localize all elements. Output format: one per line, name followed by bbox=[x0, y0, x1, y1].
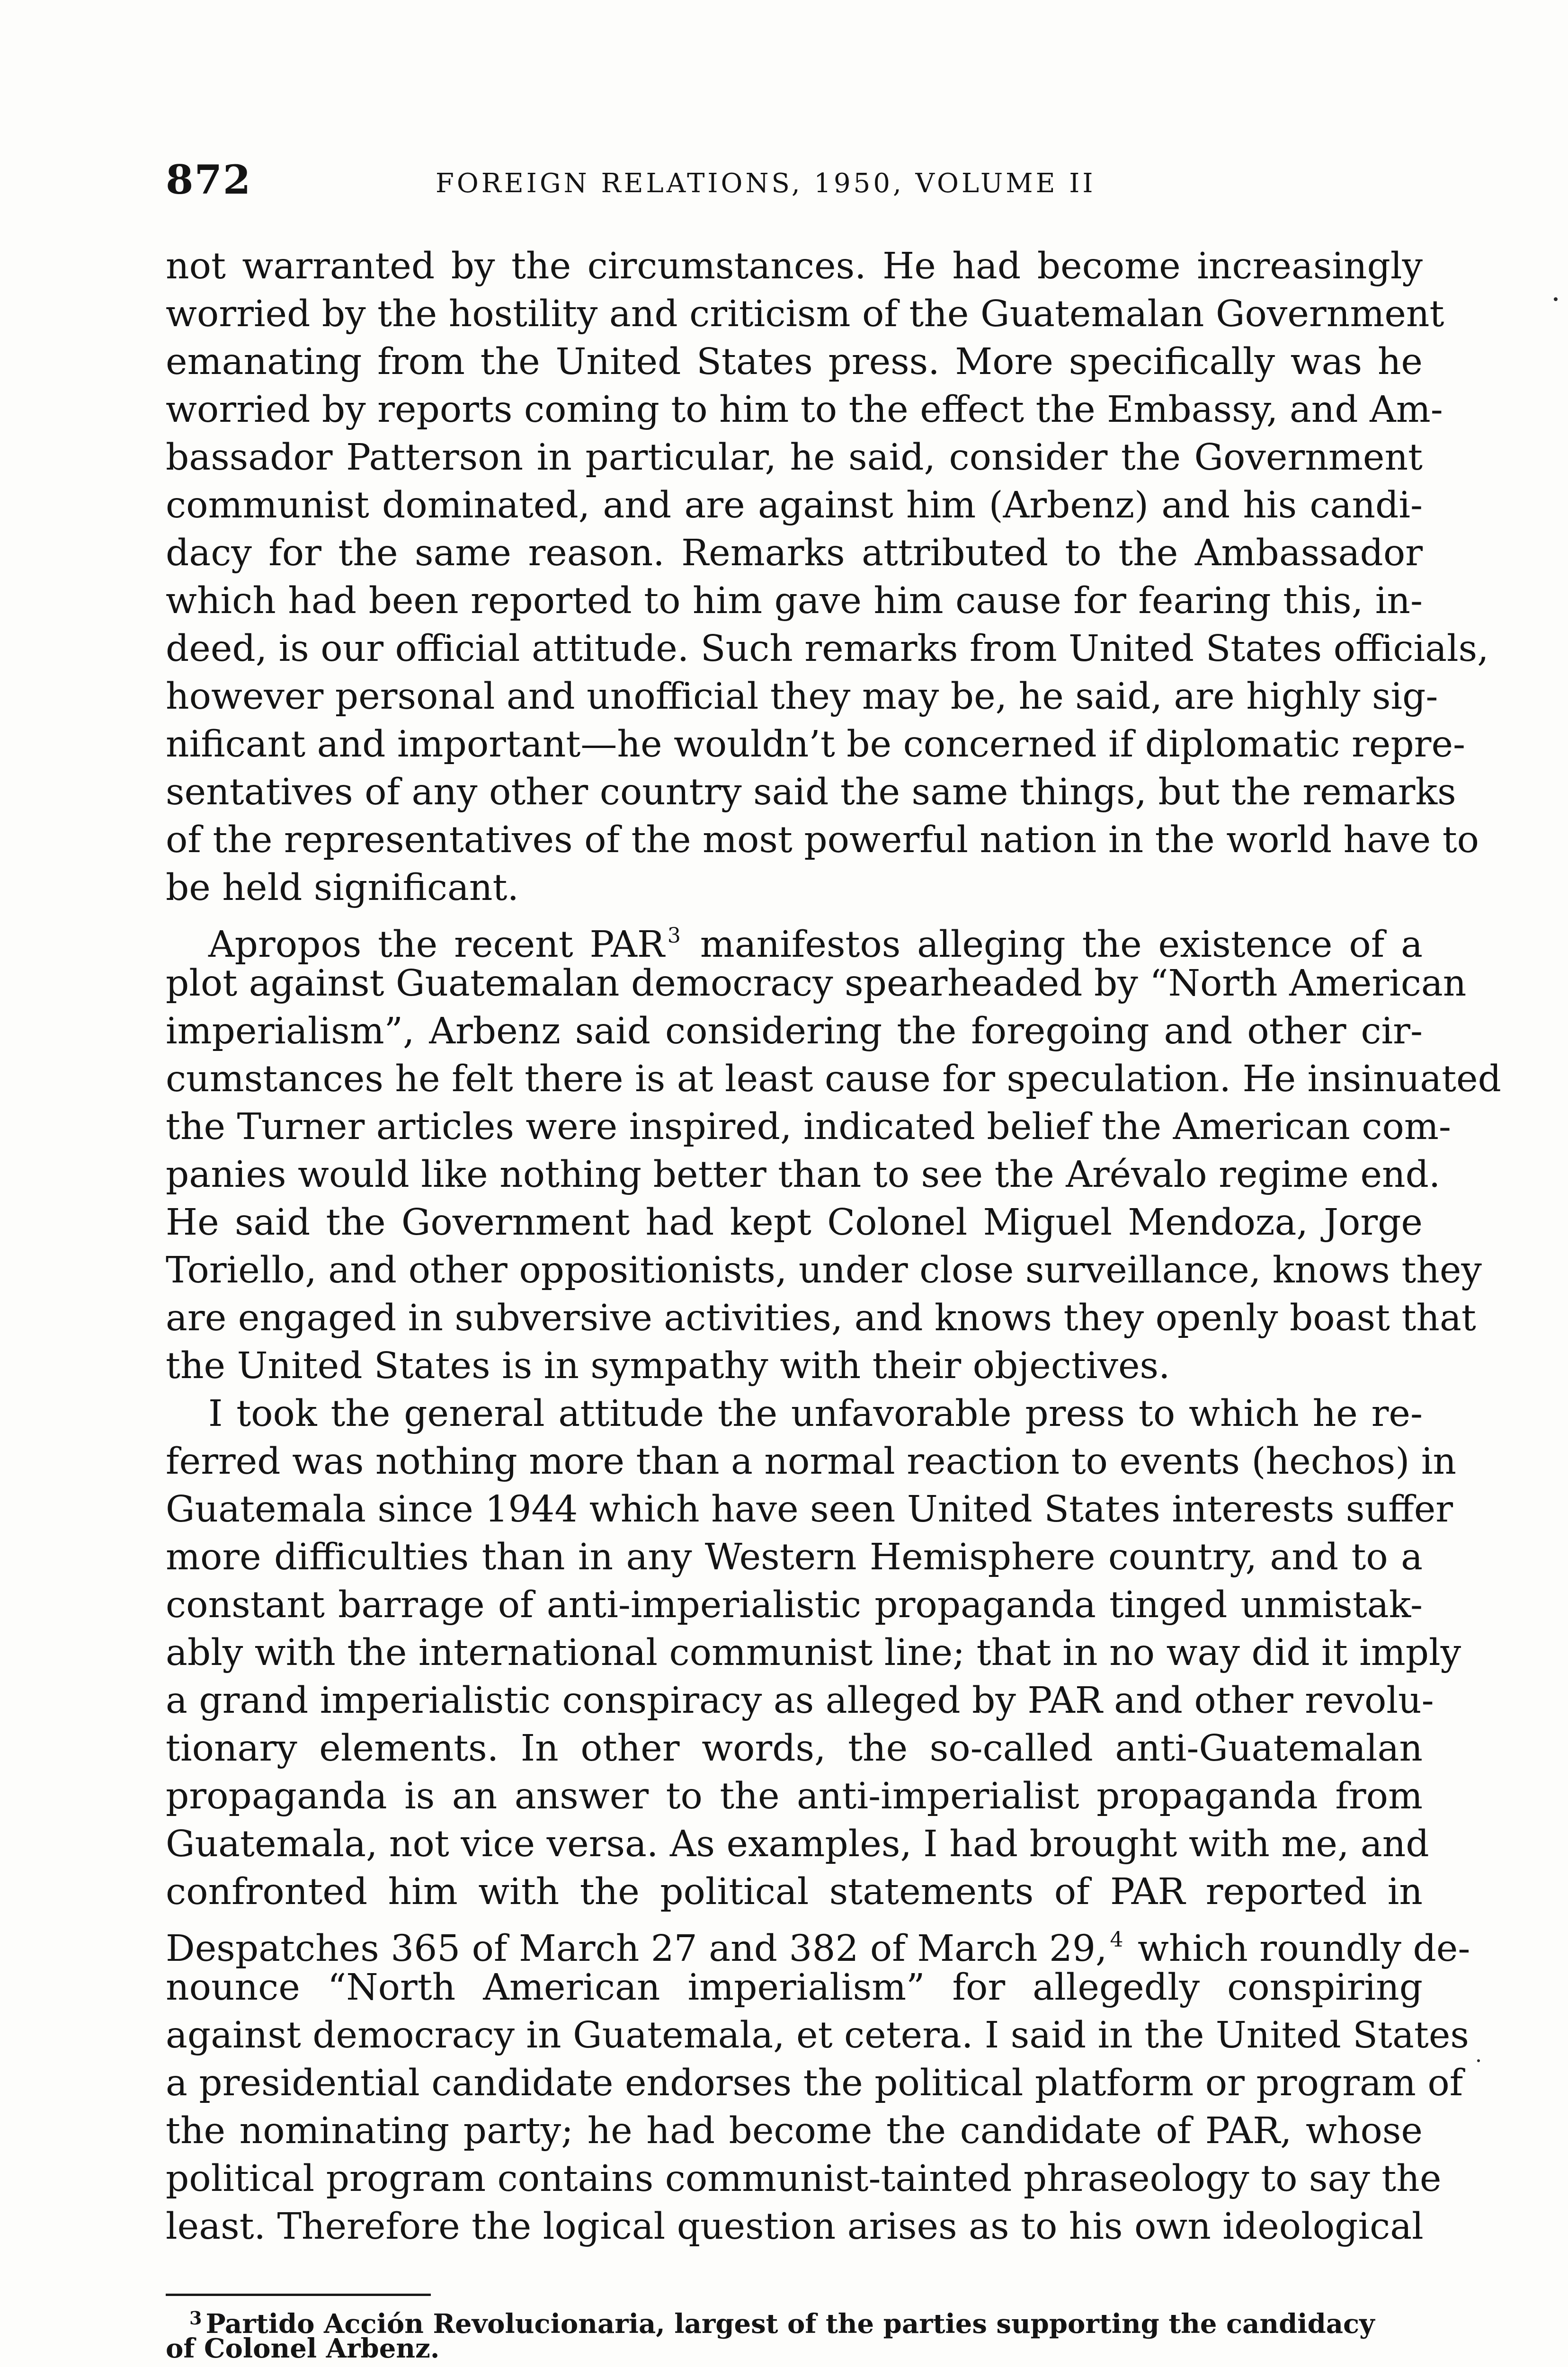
text-fragment: Apropos the recent PAR bbox=[208, 924, 665, 966]
text-line: political program contains communist-tainted phraseology to say the bbox=[166, 2158, 1442, 2200]
text-line: He said the Government had kept Colonel Miguel Mendoza, Jorge bbox=[166, 1201, 1423, 1244]
text-line: against democracy in Guatemala, et cetera. I said in the United States bbox=[166, 2014, 1469, 2056]
footnote-4 bbox=[166, 2364, 1416, 2367]
text-line: worried by reports coming to him to the effect the Embassy, and Am- bbox=[166, 389, 1443, 431]
text-line: nounce “North American imperialism” for allegedly conspiring bbox=[166, 1967, 1423, 2009]
text-line: panies would like nothing better than to see the Arévalo regime end. bbox=[166, 1154, 1441, 1196]
page-header bbox=[166, 156, 1420, 222]
text-line: ably with the international communist line; that in no way did it imply bbox=[166, 1632, 1461, 1674]
text-line: a presidential candidate endorses the political platform or program of bbox=[166, 2062, 1463, 2104]
text-line: imperialism”, Arbenz said considering the foregoing and other cir- bbox=[166, 1010, 1423, 1052]
text-fragment: manifestos alleging the existence of a bbox=[683, 924, 1423, 966]
footnote-marker: 3 bbox=[189, 2307, 202, 2329]
footnote-text: Partido Acción Revolucionaria, largest of the parties supporting the candidacy bbox=[205, 2308, 1375, 2340]
text-line: cumstances he felt there is at least cause for speculation. He insinuated bbox=[166, 1058, 1501, 1100]
text-line: constant barrage of anti-imperialistic propaganda tinged unmistak- bbox=[166, 1584, 1423, 1626]
footnote-line bbox=[166, 2364, 1416, 2367]
text-line: Guatemala since 1944 which have seen United States interests suffer bbox=[166, 1488, 1453, 1531]
text-line: emanating from the United States press. More specifically was he bbox=[166, 341, 1423, 383]
body-text bbox=[166, 242, 1501, 2251]
text-line: a grand imperialistic conspiracy as alleged by PAR and other revolu- bbox=[166, 1680, 1434, 1722]
footnote-line: of Colonel Arbenz. bbox=[166, 2333, 440, 2364]
text-line: least. Therefore the logical question arises as to his own ideological bbox=[166, 2206, 1424, 2248]
text-line: more difficulties than in any Western Hemisphere country, and to a bbox=[166, 1536, 1423, 1578]
scan-speck bbox=[1554, 297, 1558, 301]
text-line: Guatemala, not vice versa. As examples, I had brought with me, and bbox=[166, 1823, 1429, 1865]
text-fragment: Despatches 365 of March 27 and 382 of March 29, bbox=[166, 1928, 1107, 1970]
footnote-ref-4[interactable]: 4 bbox=[1110, 1928, 1123, 1952]
running-head: FOREIGN RELATIONS, 1950, VOLUME II bbox=[436, 168, 1096, 199]
text-line: tionary elements. In other words, the so-called anti-Guatemalan bbox=[166, 1727, 1423, 1770]
footnote-line bbox=[166, 2303, 1416, 2340]
scan-speck bbox=[1477, 2059, 1480, 2062]
text-line: of the representatives of the most powerful nation in the world have to bbox=[166, 819, 1479, 861]
text-line: the United States is in sympathy with their objectives. bbox=[166, 1345, 1170, 1387]
text-line: the nominating party; he had become the candidate of PAR, whose bbox=[166, 2110, 1423, 2152]
paragraph-1 bbox=[166, 242, 1489, 912]
paragraph-3 bbox=[166, 1390, 1470, 2251]
text-line: propaganda is an answer to the anti-imperialist propaganda from bbox=[166, 1775, 1423, 1817]
text-line: confronted him with the political statements of PAR reported in bbox=[166, 1871, 1423, 1913]
text-line: Toriello, and other oppositionists, under close surveillance, knows they bbox=[166, 1249, 1482, 1291]
footnotes bbox=[166, 2303, 1416, 2367]
text-line-with-footnote-ref bbox=[166, 1916, 1470, 1970]
page-number: 872 bbox=[166, 156, 252, 203]
text-line-with-footnote-ref bbox=[166, 912, 1423, 966]
text-line: communist dominated, and are against him (Arbenz) and his candi- bbox=[166, 484, 1423, 526]
text-line: nificant and important—he wouldn’t be concerned if diplomatic repre- bbox=[166, 723, 1466, 765]
text-line: ferred was nothing more than a normal reaction to events (hechos) in bbox=[166, 1441, 1457, 1483]
footnote-3 bbox=[166, 2303, 1416, 2364]
text-line: the Turner articles were inspired, indicated belief the American com- bbox=[166, 1106, 1451, 1148]
text-line: I took the general attitude the unfavorable press to which he re- bbox=[208, 1393, 1423, 1435]
text-line: however personal and unofficial they may be, he said, are highly sig- bbox=[166, 676, 1438, 718]
paragraph-2 bbox=[166, 912, 1501, 1390]
text-line: which had been reported to him gave him cause for fearing this, in- bbox=[166, 580, 1423, 622]
text-line: sentatives of any other country said the same things, but the remarks bbox=[166, 771, 1456, 813]
text-line: bassador Patterson in particular, he said, consider the Government bbox=[166, 436, 1423, 479]
text-fragment: which roundly de- bbox=[1126, 1928, 1470, 1970]
text-line: dacy for the same reason. Remarks attributed to the Ambassador bbox=[166, 532, 1423, 574]
text-line: not warranted by the circumstances. He had become increasingly bbox=[166, 245, 1423, 287]
text-line: plot against Guatemalan democracy spearheaded by “North American bbox=[166, 962, 1467, 1005]
text-line: are engaged in subversive activities, and knows they openly boast that bbox=[166, 1297, 1476, 1339]
text-line: deed, is our official attitude. Such remarks from United States officials, bbox=[166, 628, 1489, 670]
text-line: worried by the hostility and criticism of the Guatemalan Government bbox=[166, 293, 1444, 335]
text-line: be held significant. bbox=[166, 867, 519, 909]
footnote-divider bbox=[166, 2294, 431, 2296]
footnote-ref-3[interactable]: 3 bbox=[667, 924, 681, 948]
